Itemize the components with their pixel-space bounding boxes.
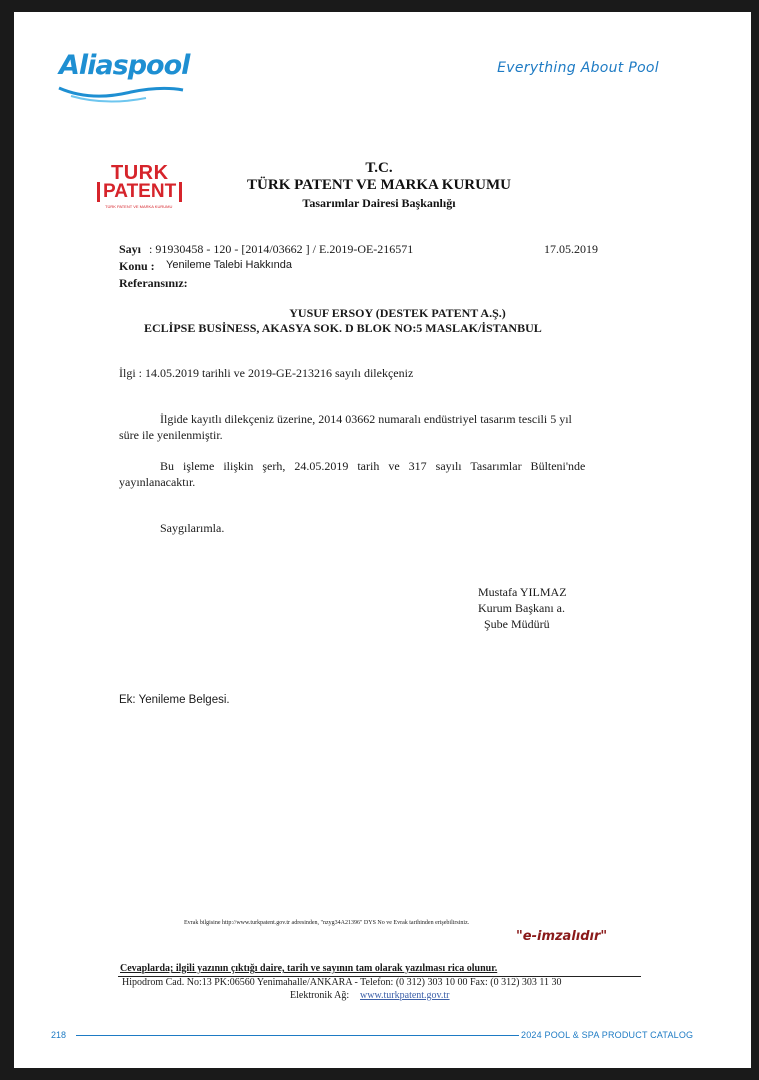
verify-note: Evrak bilgisine http://www.turkpatent.gov.tr adresinden, "nzyg34A21396" DYS No ve Evrak tarihinden erişebilirsiniz. [184,920,470,926]
agency-name: TÜRK PATENT VE MARKA KURUMU [247,177,511,193]
network-link[interactable]: www.turkpatent.gov.tr [360,990,450,1001]
signatory-name: Mustafa YILMAZ [478,585,567,599]
tagline: Everything About Pool [497,60,659,76]
referans-label: Referansınız: [119,276,188,290]
closing-text: Saygılarımla. [160,521,225,535]
brand-name: Aliaspool [59,50,190,81]
tc-heading: T.C. [365,160,393,176]
paragraph1-line1: İlgide kayıtlı dilekçeniz üzerine, 2014 03662 numaralı endüstriyel tasarım tescili 5 yıl [160,412,572,426]
reply-notice: Cevaplarda; ilgili yazının çıktığı daire, tarih ve sayının tam olarak yazılması rica olunur. [120,963,498,974]
ilgi-line: İlgi : 14.05.2019 tarihli ve 2019-GE-213216 sayılı dilekçeniz [119,366,414,380]
signatory-title2: Şube Müdürü [484,617,550,631]
turkpatent-logo-small: TÜRK PATENT VE MARKA KURUMU [105,204,173,209]
paragraph2-line2: yayınlanacaktır. [119,475,196,489]
paragraph2-line1: Bu işleme ilişkin şerh, 24.05.2019 tarih ve 317 sayılı Tasarımlar Bülteni'nde [160,459,586,473]
signatory-title1: Kurum Başkanı a. [478,601,565,615]
e-signature-stamp: "e-imzalıdır" [516,929,608,944]
turkpatent-logo [97,162,197,214]
department-name: Tasarımlar Dairesi Başkanlığı [302,196,456,210]
konu-label: Konu : [119,259,155,273]
konu-value: Yenileme Talebi Hakkında [166,259,292,271]
recipient-line1: YUSUF ERSOY (DESTEK PATENT A.Ş.) [289,306,506,320]
page-number: 218 [51,1030,67,1040]
address-line: Hipodrom Cad. No:13 PK:06560 Yenimahalle/ANKARA - Telefon: (0 312) 303 10 00 Fax: (0 312) 303 11 30 [122,977,562,988]
attachment-note: Ek: Yenileme Belgesi. [119,694,230,706]
sayi-label: Sayı [119,242,142,256]
turkpatent-logo-line2: PATENT [97,182,182,202]
catalog-page [14,12,751,1068]
page-footer-line [76,1035,519,1036]
sayi-value: : 91930458 - 120 - [2014/03662 ] / E.2019-OE-216571 [149,242,414,256]
aliaspool-logo [51,46,191,108]
paragraph1-line2: süre ile yenilenmiştir. [119,428,223,442]
letter-date: 17.05.2019 [544,242,598,256]
turkpatent-logo-line1: TURK [111,162,169,184]
catalog-title: 2024 POOL & SPA PRODUCT CATALOG [521,1030,694,1040]
recipient-line2: ECLİPSE BUSİNESS, AKASYA SOK. D BLOK NO:5 MASLAK/İSTANBUL [144,321,542,335]
network-label: Elektronik Ağ: [290,990,350,1001]
